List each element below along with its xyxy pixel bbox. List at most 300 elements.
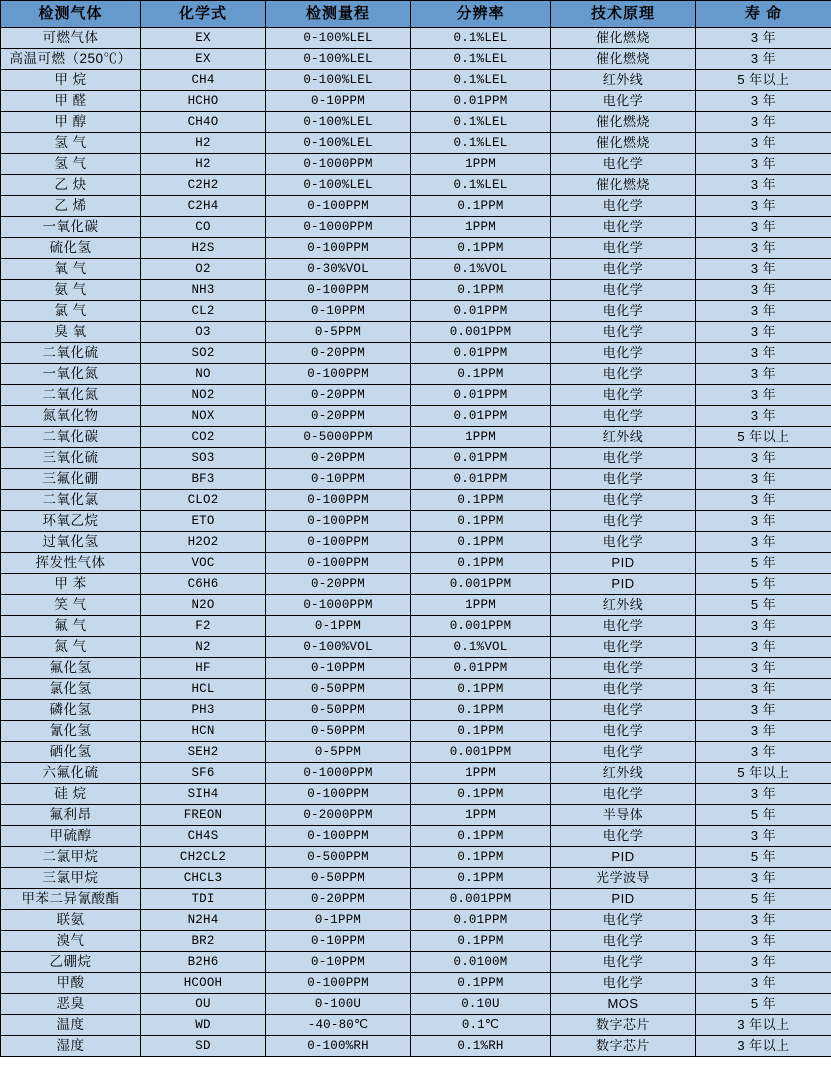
- column-header-detection-range: 检测量程: [266, 1, 411, 28]
- cell-gas-name: 温度: [1, 1015, 141, 1036]
- cell-gas-name: 乙 烯: [1, 196, 141, 217]
- table-row: [1, 910, 831, 931]
- cell-detection-range: 0-10PPM: [266, 658, 411, 679]
- cell-gas-name: 乙硼烷: [1, 952, 141, 973]
- cell-gas-name: 二氧化硫: [1, 343, 141, 364]
- cell-gas-name: 氮 气: [1, 637, 141, 658]
- cell-gas-name: 三氧化硫: [1, 448, 141, 469]
- cell-detection-range: 0-100PPM: [266, 490, 411, 511]
- cell-lifespan: 3 年: [696, 217, 831, 238]
- cell-technology-principle: 红外线: [551, 595, 696, 616]
- cell-detection-range: 0-100%LEL: [266, 70, 411, 91]
- cell-lifespan: 3 年: [696, 28, 831, 49]
- cell-technology-principle: 电化学: [551, 238, 696, 259]
- table-row: [1, 259, 831, 280]
- cell-chemical-formula: FREON: [141, 805, 266, 826]
- column-header-chemical-formula: 化学式: [141, 1, 266, 28]
- cell-chemical-formula: CLO2: [141, 490, 266, 511]
- cell-gas-name: 甲 苯: [1, 574, 141, 595]
- cell-resolution: 0.1PPM: [411, 868, 551, 889]
- cell-resolution: 0.1PPM: [411, 490, 551, 511]
- cell-chemical-formula: B2H6: [141, 952, 266, 973]
- cell-lifespan: 3 年: [696, 910, 831, 931]
- cell-gas-name: 氟化氢: [1, 658, 141, 679]
- cell-technology-principle: 光学波导: [551, 868, 696, 889]
- cell-resolution: 0.1%VOL: [411, 259, 551, 280]
- table-row: [1, 616, 831, 637]
- cell-technology-principle: 电化学: [551, 637, 696, 658]
- cell-resolution: 1PPM: [411, 154, 551, 175]
- cell-lifespan: 3 年: [696, 364, 831, 385]
- table-row: [1, 91, 831, 112]
- cell-technology-principle: 电化学: [551, 406, 696, 427]
- table-row: [1, 301, 831, 322]
- cell-detection-range: 0-20PPM: [266, 448, 411, 469]
- cell-chemical-formula: H2: [141, 133, 266, 154]
- cell-chemical-formula: NOX: [141, 406, 266, 427]
- cell-technology-principle: 电化学: [551, 742, 696, 763]
- table-row: [1, 280, 831, 301]
- cell-technology-principle: 电化学: [551, 679, 696, 700]
- table-row: [1, 679, 831, 700]
- cell-resolution: 0.1PPM: [411, 700, 551, 721]
- cell-gas-name: 溴气: [1, 931, 141, 952]
- cell-technology-principle: 电化学: [551, 532, 696, 553]
- cell-lifespan: 3 年: [696, 637, 831, 658]
- cell-technology-principle: 电化学: [551, 973, 696, 994]
- cell-chemical-formula: HF: [141, 658, 266, 679]
- cell-chemical-formula: H2: [141, 154, 266, 175]
- cell-technology-principle: 电化学: [551, 826, 696, 847]
- cell-technology-principle: 电化学: [551, 196, 696, 217]
- table-row: [1, 1036, 831, 1057]
- cell-technology-principle: 催化燃烧: [551, 133, 696, 154]
- cell-gas-name: 氮氧化物: [1, 406, 141, 427]
- table-row: [1, 595, 831, 616]
- cell-resolution: 0.1%LEL: [411, 70, 551, 91]
- cell-gas-name: 联氨: [1, 910, 141, 931]
- cell-gas-name: 氧 气: [1, 259, 141, 280]
- cell-lifespan: 3 年: [696, 469, 831, 490]
- cell-lifespan: 5 年以上: [696, 427, 831, 448]
- cell-resolution: 1PPM: [411, 217, 551, 238]
- cell-technology-principle: 数字芯片: [551, 1036, 696, 1057]
- cell-detection-range: 0-10PPM: [266, 91, 411, 112]
- cell-chemical-formula: SD: [141, 1036, 266, 1057]
- table-row: [1, 763, 831, 784]
- cell-lifespan: 3 年: [696, 406, 831, 427]
- cell-technology-principle: 电化学: [551, 343, 696, 364]
- table-row: [1, 112, 831, 133]
- cell-lifespan: 5 年: [696, 889, 831, 910]
- cell-chemical-formula: C2H4: [141, 196, 266, 217]
- cell-lifespan: 3 年: [696, 154, 831, 175]
- table-row: [1, 154, 831, 175]
- cell-resolution: 1PPM: [411, 595, 551, 616]
- cell-resolution: 0.001PPM: [411, 322, 551, 343]
- table-row: [1, 553, 831, 574]
- cell-detection-range: 0-1PPM: [266, 910, 411, 931]
- cell-technology-principle: 电化学: [551, 469, 696, 490]
- cell-gas-name: 氰化氢: [1, 721, 141, 742]
- column-header-lifespan: 寿 命: [696, 1, 831, 28]
- cell-resolution: 0.1PPM: [411, 973, 551, 994]
- table-row: [1, 469, 831, 490]
- cell-resolution: 0.1PPM: [411, 847, 551, 868]
- cell-technology-principle: 数字芯片: [551, 1015, 696, 1036]
- cell-resolution: 0.01PPM: [411, 910, 551, 931]
- cell-technology-principle: PID: [551, 553, 696, 574]
- table-row: [1, 721, 831, 742]
- cell-resolution: 0.01PPM: [411, 658, 551, 679]
- cell-detection-range: 0-100PPM: [266, 784, 411, 805]
- cell-lifespan: 5 年以上: [696, 763, 831, 784]
- cell-technology-principle: 红外线: [551, 763, 696, 784]
- cell-technology-principle: 电化学: [551, 616, 696, 637]
- cell-gas-name: 臭 氧: [1, 322, 141, 343]
- cell-chemical-formula: H2O2: [141, 532, 266, 553]
- cell-resolution: 0.1PPM: [411, 679, 551, 700]
- cell-chemical-formula: SF6: [141, 763, 266, 784]
- cell-gas-name: 氨 气: [1, 280, 141, 301]
- cell-gas-name: 硒化氢: [1, 742, 141, 763]
- cell-detection-range: 0-50PPM: [266, 679, 411, 700]
- table-row: [1, 196, 831, 217]
- cell-chemical-formula: VOC: [141, 553, 266, 574]
- cell-chemical-formula: SIH4: [141, 784, 266, 805]
- cell-detection-range: 0-20PPM: [266, 889, 411, 910]
- cell-detection-range: 0-1PPM: [266, 616, 411, 637]
- cell-gas-name: 三氟化硼: [1, 469, 141, 490]
- cell-chemical-formula: SO3: [141, 448, 266, 469]
- table-row: [1, 784, 831, 805]
- cell-resolution: 0.1%LEL: [411, 112, 551, 133]
- cell-chemical-formula: BF3: [141, 469, 266, 490]
- cell-lifespan: 3 年: [696, 490, 831, 511]
- cell-technology-principle: 电化学: [551, 700, 696, 721]
- cell-detection-range: 0-100%RH: [266, 1036, 411, 1057]
- cell-gas-name: 甲 醛: [1, 91, 141, 112]
- cell-chemical-formula: CH4S: [141, 826, 266, 847]
- cell-detection-range: 0-20PPM: [266, 343, 411, 364]
- cell-resolution: 0.1PPM: [411, 238, 551, 259]
- table-row: [1, 490, 831, 511]
- cell-chemical-formula: HCHO: [141, 91, 266, 112]
- cell-chemical-formula: N2H4: [141, 910, 266, 931]
- table-row: [1, 931, 831, 952]
- cell-gas-name: 三氯甲烷: [1, 868, 141, 889]
- cell-detection-range: 0-20PPM: [266, 406, 411, 427]
- cell-lifespan: 3 年: [696, 616, 831, 637]
- cell-detection-range: 0-100PPM: [266, 532, 411, 553]
- cell-lifespan: 3 年: [696, 280, 831, 301]
- cell-technology-principle: 电化学: [551, 784, 696, 805]
- cell-lifespan: 3 年: [696, 931, 831, 952]
- cell-gas-name: 二氯甲烷: [1, 847, 141, 868]
- cell-technology-principle: 电化学: [551, 931, 696, 952]
- cell-resolution: 0.1℃: [411, 1015, 551, 1036]
- table-row: [1, 364, 831, 385]
- cell-technology-principle: 电化学: [551, 259, 696, 280]
- cell-gas-name: 二氧化氯: [1, 490, 141, 511]
- table-row: [1, 217, 831, 238]
- cell-gas-name: 氯化氢: [1, 679, 141, 700]
- cell-chemical-formula: NO2: [141, 385, 266, 406]
- cell-gas-name: 氟利昂: [1, 805, 141, 826]
- table-row: [1, 70, 831, 91]
- cell-lifespan: 3 年: [696, 112, 831, 133]
- cell-lifespan: 3 年: [696, 868, 831, 889]
- table-row: [1, 1015, 831, 1036]
- cell-chemical-formula: NH3: [141, 280, 266, 301]
- cell-lifespan: 3 年: [696, 301, 831, 322]
- cell-chemical-formula: HCN: [141, 721, 266, 742]
- cell-detection-range: 0-1000PPM: [266, 217, 411, 238]
- cell-lifespan: 3 年: [696, 700, 831, 721]
- table-row: [1, 847, 831, 868]
- table-row: [1, 28, 831, 49]
- cell-chemical-formula: F2: [141, 616, 266, 637]
- cell-resolution: 0.001PPM: [411, 616, 551, 637]
- cell-detection-range: 0-500PPM: [266, 847, 411, 868]
- cell-resolution: 0.1PPM: [411, 364, 551, 385]
- cell-technology-principle: 电化学: [551, 511, 696, 532]
- cell-technology-principle: 电化学: [551, 385, 696, 406]
- table-row: [1, 658, 831, 679]
- cell-resolution: 1PPM: [411, 427, 551, 448]
- cell-lifespan: 3 年: [696, 448, 831, 469]
- cell-technology-principle: 电化学: [551, 301, 696, 322]
- cell-detection-range: 0-100%LEL: [266, 112, 411, 133]
- cell-chemical-formula: CL2: [141, 301, 266, 322]
- cell-chemical-formula: CHCL3: [141, 868, 266, 889]
- cell-detection-range: 0-100%VOL: [266, 637, 411, 658]
- cell-gas-name: 磷化氢: [1, 700, 141, 721]
- cell-gas-name: 环氧乙烷: [1, 511, 141, 532]
- cell-detection-range: 0-100PPM: [266, 553, 411, 574]
- cell-resolution: 0.1%LEL: [411, 175, 551, 196]
- table-row: [1, 868, 831, 889]
- cell-chemical-formula: CO: [141, 217, 266, 238]
- cell-lifespan: 3 年: [696, 385, 831, 406]
- cell-lifespan: 5 年: [696, 847, 831, 868]
- cell-chemical-formula: SO2: [141, 343, 266, 364]
- cell-detection-range: 0-100%LEL: [266, 175, 411, 196]
- cell-detection-range: 0-10PPM: [266, 301, 411, 322]
- cell-resolution: 1PPM: [411, 805, 551, 826]
- cell-chemical-formula: BR2: [141, 931, 266, 952]
- table-row: [1, 532, 831, 553]
- cell-lifespan: 3 年: [696, 784, 831, 805]
- column-header-technology-principle: 技术原理: [551, 1, 696, 28]
- cell-technology-principle: 电化学: [551, 721, 696, 742]
- cell-resolution: 0.01PPM: [411, 406, 551, 427]
- column-header-gas-name: 检测气体: [1, 1, 141, 28]
- cell-detection-range: 0-100PPM: [266, 280, 411, 301]
- cell-chemical-formula: CH4: [141, 70, 266, 91]
- cell-resolution: 0.01PPM: [411, 91, 551, 112]
- cell-lifespan: 5 年: [696, 553, 831, 574]
- cell-lifespan: 3 年: [696, 133, 831, 154]
- cell-technology-principle: 电化学: [551, 280, 696, 301]
- cell-detection-range: 0-100PPM: [266, 196, 411, 217]
- cell-chemical-formula: CH4O: [141, 112, 266, 133]
- cell-chemical-formula: CH2CL2: [141, 847, 266, 868]
- cell-detection-range: 0-30%VOL: [266, 259, 411, 280]
- cell-chemical-formula: EX: [141, 49, 266, 70]
- cell-resolution: 0.1%LEL: [411, 28, 551, 49]
- cell-technology-principle: MOS: [551, 994, 696, 1015]
- table-row: [1, 343, 831, 364]
- cell-technology-principle: PID: [551, 574, 696, 595]
- cell-lifespan: 5 年: [696, 805, 831, 826]
- cell-gas-name: 甲硫醇: [1, 826, 141, 847]
- cell-chemical-formula: O2: [141, 259, 266, 280]
- table-row: [1, 406, 831, 427]
- cell-lifespan: 5 年以上: [696, 70, 831, 91]
- cell-lifespan: 3 年: [696, 826, 831, 847]
- cell-resolution: 0.1PPM: [411, 784, 551, 805]
- cell-detection-range: 0-10PPM: [266, 952, 411, 973]
- cell-chemical-formula: SEH2: [141, 742, 266, 763]
- cell-chemical-formula: N2O: [141, 595, 266, 616]
- cell-technology-principle: 电化学: [551, 91, 696, 112]
- cell-detection-range: 0-20PPM: [266, 385, 411, 406]
- cell-resolution: 0.1PPM: [411, 511, 551, 532]
- cell-resolution: 0.1PPM: [411, 532, 551, 553]
- cell-detection-range: 0-2000PPM: [266, 805, 411, 826]
- cell-detection-range: -40-80℃: [266, 1015, 411, 1036]
- cell-gas-name: 乙 炔: [1, 175, 141, 196]
- cell-gas-name: 一氧化氮: [1, 364, 141, 385]
- cell-detection-range: 0-10PPM: [266, 469, 411, 490]
- cell-detection-range: 0-100%LEL: [266, 133, 411, 154]
- cell-technology-principle: 电化学: [551, 322, 696, 343]
- cell-lifespan: 3 年: [696, 259, 831, 280]
- cell-technology-principle: 电化学: [551, 217, 696, 238]
- cell-chemical-formula: O3: [141, 322, 266, 343]
- cell-gas-name: 恶臭: [1, 994, 141, 1015]
- cell-lifespan: 3 年: [696, 679, 831, 700]
- cell-lifespan: 3 年: [696, 175, 831, 196]
- cell-resolution: 0.1PPM: [411, 280, 551, 301]
- cell-technology-principle: 催化燃烧: [551, 49, 696, 70]
- cell-chemical-formula: N2: [141, 637, 266, 658]
- cell-detection-range: 0-50PPM: [266, 721, 411, 742]
- cell-resolution: 0.001PPM: [411, 742, 551, 763]
- table-row: [1, 238, 831, 259]
- table-row: [1, 133, 831, 154]
- cell-lifespan: 3 年: [696, 322, 831, 343]
- cell-resolution: 0.01PPM: [411, 385, 551, 406]
- cell-technology-principle: 电化学: [551, 364, 696, 385]
- cell-lifespan: 5 年: [696, 595, 831, 616]
- cell-gas-name: 湿度: [1, 1036, 141, 1057]
- cell-lifespan: 5 年: [696, 574, 831, 595]
- table-header: [1, 1, 831, 28]
- cell-technology-principle: 电化学: [551, 154, 696, 175]
- table-row: [1, 700, 831, 721]
- cell-gas-name: 硅 烷: [1, 784, 141, 805]
- cell-chemical-formula: C6H6: [141, 574, 266, 595]
- table-row: [1, 826, 831, 847]
- cell-chemical-formula: NO: [141, 364, 266, 385]
- cell-detection-range: 0-100PPM: [266, 511, 411, 532]
- table-row: [1, 805, 831, 826]
- cell-technology-principle: 电化学: [551, 448, 696, 469]
- cell-resolution: 0.01PPM: [411, 448, 551, 469]
- cell-chemical-formula: WD: [141, 1015, 266, 1036]
- table-row: [1, 175, 831, 196]
- cell-resolution: 0.01PPM: [411, 343, 551, 364]
- cell-detection-range: 0-10PPM: [266, 931, 411, 952]
- table-row: [1, 742, 831, 763]
- table-row: [1, 511, 831, 532]
- cell-resolution: 0.1%LEL: [411, 133, 551, 154]
- cell-technology-principle: 电化学: [551, 952, 696, 973]
- table-row: [1, 994, 831, 1015]
- cell-lifespan: 3 年: [696, 973, 831, 994]
- column-header-resolution: 分辨率: [411, 1, 551, 28]
- cell-lifespan: 3 年: [696, 658, 831, 679]
- cell-gas-name: 甲 醇: [1, 112, 141, 133]
- cell-gas-name: 笑 气: [1, 595, 141, 616]
- table-row: [1, 49, 831, 70]
- cell-detection-range: 0-1000PPM: [266, 595, 411, 616]
- cell-resolution: 0.1PPM: [411, 826, 551, 847]
- cell-gas-name: 氯 气: [1, 301, 141, 322]
- cell-resolution: 0.10U: [411, 994, 551, 1015]
- cell-technology-principle: 催化燃烧: [551, 112, 696, 133]
- cell-gas-name: 六氟化硫: [1, 763, 141, 784]
- cell-lifespan: 3 年: [696, 742, 831, 763]
- cell-chemical-formula: EX: [141, 28, 266, 49]
- cell-resolution: 0.1PPM: [411, 196, 551, 217]
- cell-lifespan: 3 年: [696, 511, 831, 532]
- table-row: [1, 973, 831, 994]
- cell-gas-name: 硫化氢: [1, 238, 141, 259]
- cell-resolution: 0.01PPM: [411, 301, 551, 322]
- cell-chemical-formula: PH3: [141, 700, 266, 721]
- cell-chemical-formula: H2S: [141, 238, 266, 259]
- cell-detection-range: 0-100U: [266, 994, 411, 1015]
- cell-detection-range: 0-1000PPM: [266, 763, 411, 784]
- table-row: [1, 385, 831, 406]
- cell-gas-name: 二氧化碳: [1, 427, 141, 448]
- cell-gas-name: 可燃气体: [1, 28, 141, 49]
- cell-detection-range: 0-100PPM: [266, 238, 411, 259]
- cell-chemical-formula: TDI: [141, 889, 266, 910]
- cell-detection-range: 0-100PPM: [266, 973, 411, 994]
- cell-chemical-formula: C2H2: [141, 175, 266, 196]
- cell-resolution: 0.1%VOL: [411, 637, 551, 658]
- cell-resolution: 0.1%RH: [411, 1036, 551, 1057]
- cell-gas-name: 甲苯二异氰酸酯: [1, 889, 141, 910]
- cell-technology-principle: 电化学: [551, 910, 696, 931]
- cell-technology-principle: 催化燃烧: [551, 175, 696, 196]
- cell-gas-name: 氢 气: [1, 154, 141, 175]
- cell-resolution: 0.1PPM: [411, 553, 551, 574]
- table-row: [1, 322, 831, 343]
- cell-lifespan: 3 年: [696, 532, 831, 553]
- table-row: [1, 448, 831, 469]
- cell-gas-name: 氟 气: [1, 616, 141, 637]
- cell-lifespan: 3 年: [696, 721, 831, 742]
- cell-lifespan: 3 年: [696, 952, 831, 973]
- table-row: [1, 889, 831, 910]
- cell-chemical-formula: ETO: [141, 511, 266, 532]
- table-header-row: [1, 1, 831, 28]
